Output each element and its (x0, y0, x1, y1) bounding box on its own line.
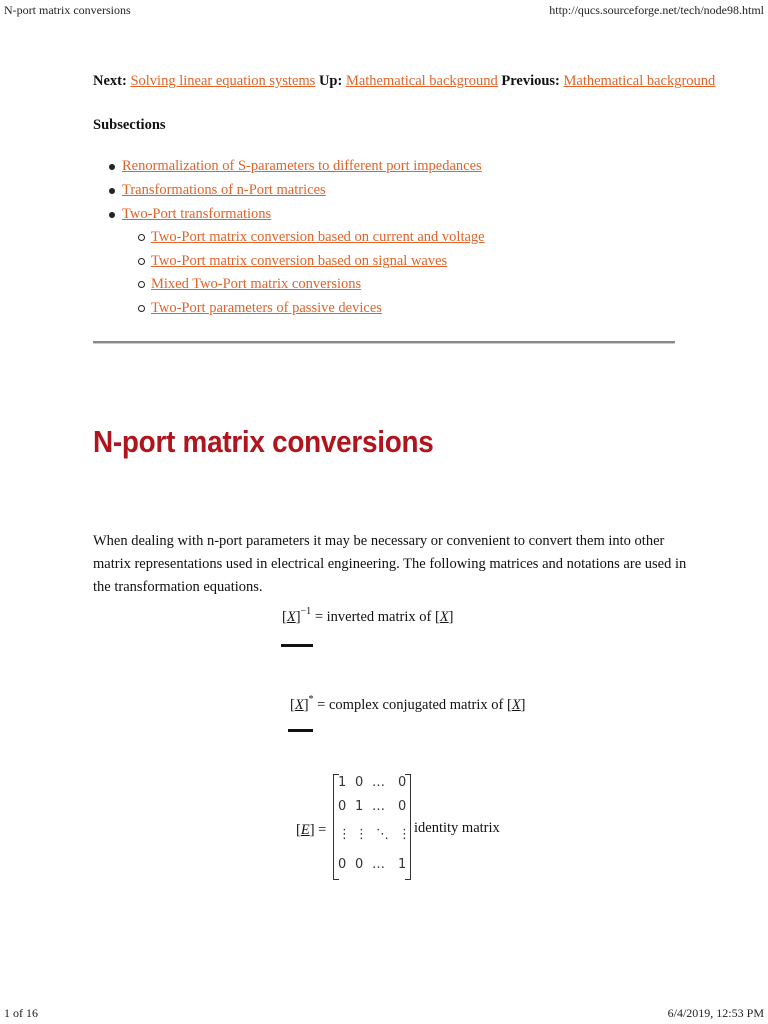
identity-matrix (333, 774, 411, 880)
print-header-url: http://qucs.sourceforge.net/tech/node98.html (549, 3, 764, 17)
next-link[interactable]: Solving linear equation systems (130, 73, 316, 89)
circle-bullet-icon (138, 305, 145, 312)
bullet-icon (109, 212, 115, 218)
matrix-cell: ⋮ (398, 827, 411, 842)
bullet-icon (109, 188, 115, 194)
equals-sign: = (314, 609, 323, 625)
intro-paragraph: When dealing with n-port parameters it may be necessary or convenient to convert them into other matrix representations used in electrical engineering. The following matrices and notations are used in the transformation equations. (93, 533, 687, 595)
toc-link-two-port-transformations[interactable]: Two-Port transformations (122, 206, 272, 222)
conjugate-matrix-equation: [X]* = complex conjugated matrix of [X] (290, 694, 526, 713)
page-number: 1 of 16 (4, 1006, 38, 1020)
matrix-cell: ⋮ (338, 827, 351, 842)
circle-bullet-icon (138, 234, 145, 241)
toc-item[interactable] (122, 206, 271, 223)
matrix-cell: 1 (355, 799, 364, 814)
matrix-symbol: X (511, 697, 521, 713)
toc-subitem[interactable] (151, 276, 361, 293)
toc-subitem[interactable] (151, 253, 447, 270)
matrix-cell: 0 (338, 857, 347, 872)
matrix-cell: 1 (338, 775, 347, 790)
bullet-icon (109, 164, 115, 170)
subsections-heading: Subsections (93, 117, 166, 133)
equation-bar (288, 729, 313, 732)
horizontal-divider (93, 341, 675, 344)
circle-bullet-icon (138, 258, 145, 265)
toc-link-n-port-transformations[interactable]: Transformations of n-Port matrices (122, 182, 326, 198)
matrix-cell: … (372, 857, 385, 872)
matrix-cell: 0 (398, 799, 407, 814)
inverse-matrix-equation: $[X]^{-1}$ = inverted matrix of [X] (282, 606, 454, 625)
toc-item[interactable] (122, 158, 482, 175)
toc-item[interactable] (122, 182, 326, 199)
equation-bar (281, 644, 313, 647)
matrix-cell: 0 (398, 775, 407, 790)
matrix-cell: 1 (398, 857, 407, 872)
toc-link-renormalization[interactable]: Renormalization of S-parameters to different port impedances (122, 158, 482, 174)
next-label: Next: (93, 73, 127, 89)
toc-link-signal-waves[interactable]: Two-Port matrix conversion based on signal waves (151, 253, 448, 269)
toc-subitem[interactable] (151, 300, 382, 317)
matrix-cell: ⋮ (355, 827, 368, 842)
matrix-symbol: X (294, 697, 304, 713)
equals-sign: = (318, 822, 327, 838)
equals-sign: = (317, 697, 326, 713)
matrix-cell: … (372, 775, 385, 790)
matrix-cell: 0 (338, 799, 347, 814)
matrix-symbol: X (439, 609, 449, 625)
circle-bullet-icon (138, 281, 145, 288)
matrix-cell: 0 (355, 857, 364, 872)
previous-link[interactable]: Mathematical background (563, 73, 716, 89)
toc-link-passive-devices[interactable]: Two-Port parameters of passive devices (151, 300, 382, 316)
page-title: N-port matrix conversions (93, 424, 434, 459)
matrix-cell: ⋱ (376, 827, 389, 842)
navigation-bar (93, 73, 715, 90)
conjugate-description: complex conjugated matrix of (328, 697, 504, 713)
matrix-symbol: X (286, 609, 296, 625)
print-header-title: N-port matrix conversions (4, 3, 131, 17)
identity-matrix-lhs: [E] = (296, 822, 327, 838)
toc-subitem[interactable] (151, 229, 485, 246)
matrix-cell: … (372, 799, 385, 814)
toc-link-current-voltage[interactable]: Two-Port matrix conversion based on current and voltage (151, 229, 485, 245)
toc-link-mixed-conversions[interactable]: Mixed Two-Port matrix conversions (151, 276, 362, 292)
inverse-description: inverted matrix of (326, 609, 432, 625)
up-label: Up: (318, 73, 343, 89)
inverse-superscript: −1 (300, 606, 312, 617)
print-datetime: 6/4/2019, 12:53 PM (667, 1006, 764, 1020)
matrix-cell: 0 (355, 775, 364, 790)
up-link[interactable]: Mathematical background (345, 73, 498, 89)
conjugate-superscript: * (308, 694, 314, 705)
previous-label: Previous: (501, 73, 560, 89)
matrix-symbol: E (300, 822, 310, 838)
identity-description: identity matrix (414, 820, 500, 836)
